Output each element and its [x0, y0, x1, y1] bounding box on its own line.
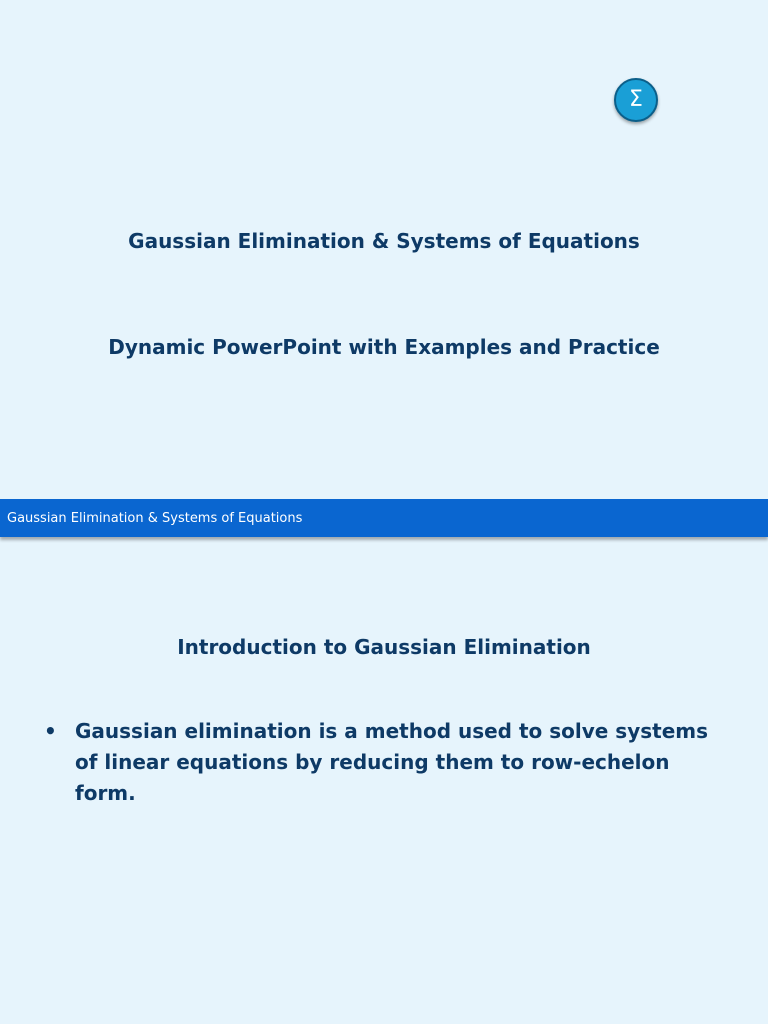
bullet-icon: •	[44, 719, 57, 743]
slide-subtitle: Dynamic PowerPoint with Examples and Practice	[108, 335, 660, 359]
sigma-icon: Σ	[614, 78, 658, 122]
header-banner	[0, 499, 768, 537]
bullet-text: Gaussian elimination is a method used to solve systems of linear equations by reducing them to row-echelon form.	[75, 719, 709, 805]
bullet-list	[44, 716, 724, 809]
list-item	[44, 716, 724, 809]
section-title: Introduction to Gaussian Elimination	[177, 635, 591, 659]
slide-title: Gaussian Elimination & Systems of Equations	[128, 229, 640, 253]
header-banner-text: Gaussian Elimination & Systems of Equations	[7, 510, 303, 526]
